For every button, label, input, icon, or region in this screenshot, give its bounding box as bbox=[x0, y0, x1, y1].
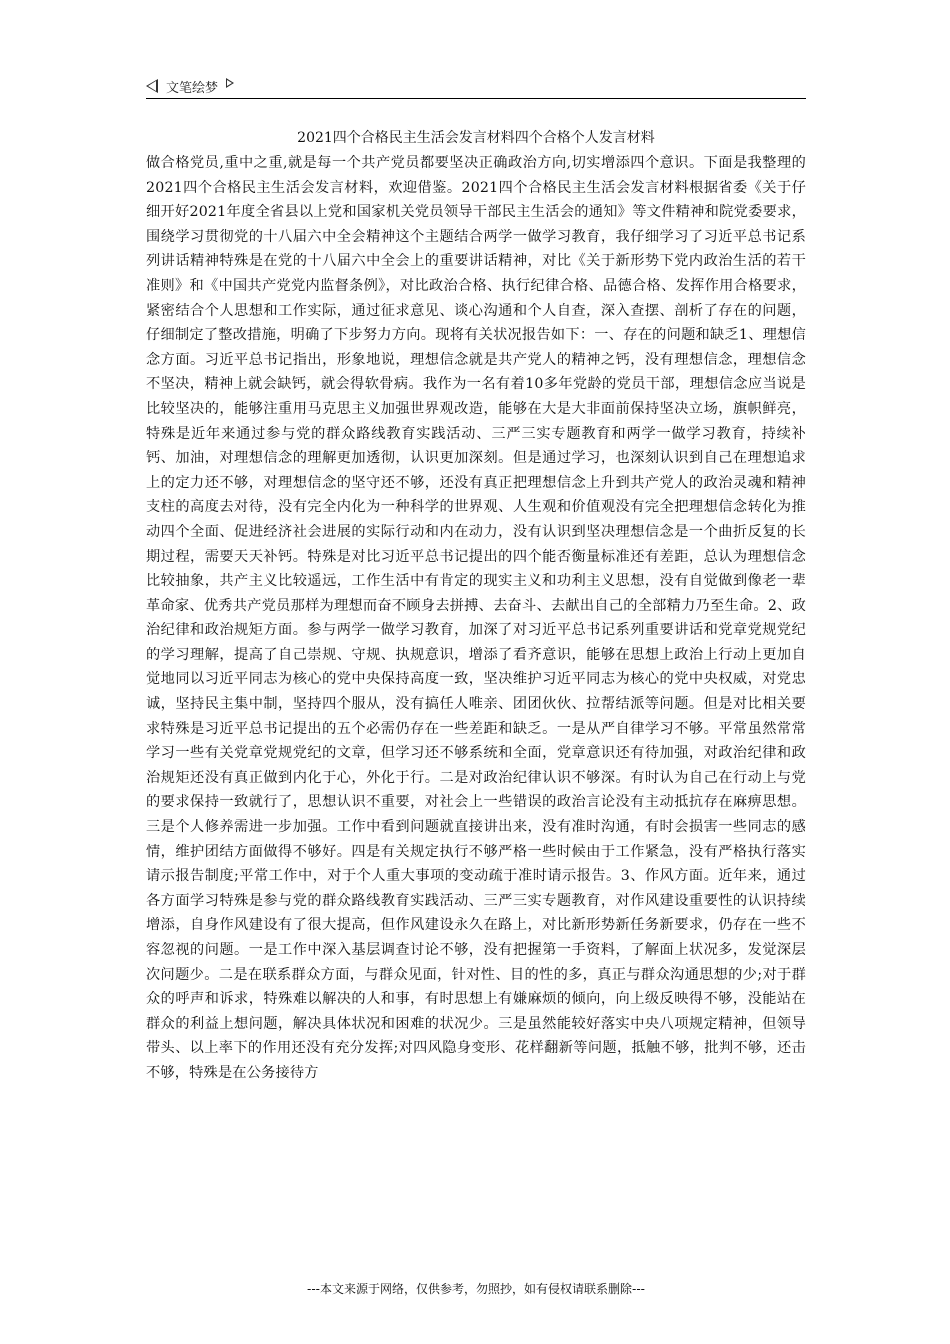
document-body: 做合格党员,重中之重,就是每一个共产党员都要坚决正确政治方向,切实增添四个意识。下面是我整理的2021四个合格民主生活会发言材料，欢迎借鉴。2021四个合格民主生活会发言材料根据省委《关于仔细开好2021年度全省县以上党和国家机关党员领导干部民主生活会的通知》等文件精神和院党委要求，围绕学习贯彻党的十八届六中全会精神这个主题结合两学一做学习教育，我仔细学习了习近平总书记系列讲话精神特殊是在党的十八届六中全会上的重要讲话精神，对比《关于新形势下党内政治生活的若干准则》和《中国共产党党内监督条例》，对比政治合格、执行纪律合格、品德合格、发挥作用合格要求，紧密结合个人思想和工作实际，通过征求意见、谈心沟通和个人自查，深入查摆、剖析了存在的问题，仔细制定了整改措施，明确了下步努力方向。现将有关状况报告如下：一、存在的问题和缺乏1、理想信念方面。习近平总书记指出，形象地说，理想信念就是共产党人的精神之钙，没有理想信念，理想信念不坚决，精神上就会缺钙，就会得软骨病。我作为一名有着10多年党龄的党员干部，理想信念应当说是比较坚决的，能够注重用马克思主义加强世界观改造，能够在大是大非面前保持坚决立场，旗帜鲜亮，特殊是近年来通过参与党的群众路线教育实践活动、三严三实专题教育和两学一做学习教育，持续补钙、加油，对理想信念的理解更加透彻，认识更加深刻。但是通过学习，也深刻认识到自己在理想追求上的定力还不够，对理想信念的坚守还不够，还没有真正把理想信念上升到共产党人的政治灵魂和精神支柱的高度去对待，没有完全内化为一种科学的世界观、人生观和价值观没有完全把理想信念转化为推动四个全面、促进经济社会进展的实际行动和内在动力，没有认识到坚决理想信念是一个曲折反复的长期过程，需要天天补钙。特殊是对比习近平总书记提出的四个能否衡量标准还有差距，总认为理想信念比较抽象，共产主义比较遥远，工作生活中有肯定的现实主义和功利主义思想，没有自觉做到像老一辈革命家、优秀共产党员那样为理想而奋不顾身去拼搏、去奋斗、去献出自己的全部精力乃至生命。2、政治纪律和政治规矩方面。参与两学一做学习教育，加深了对习近平总书记系列重要讲话和党章党规党纪的学习理解，提高了自己崇规、守规、执规意识，增添了看齐意识，能够在思想上政治上行动上更加自觉地同以习近平同志为核心的党中央保持高度一致，坚决维护习近平同志为核心的党中央权威，对党忠诚，坚持民主集中制，坚持四个服从，没有搞任人唯亲、团团伙伙、拉帮结派等问题。但是对比相关要求特殊是习近平总书记提出的五个必需仍存在一些差距和缺乏。一是从严自律学习不够。平常虽然常常学习一些有关党章党规党纪的文章，但学习还不够系统和全面，党章意识还有待加强，对政治纪律和政治规矩还没有真正做到内化于心，外化于行。二是对政治纪律认识不够深。有时认为自己在行动上与党的要求保持一致就行了，思想认识不重要，对社会上一些错误的政治言论没有主动抵抗存在麻痹思想。三是个人修养需进一步加强。工作中看到问题就直接讲出来，没有准时沟通，有时会损害一些同志的感情，维护团结方面做得不够好。四是有关规定执行不够严格一些时候由于工作紧急，没有严格执行落实请示报告制度;平常工作中，对于个人重大事项的变动疏于准时请示报告。3、作风方面。近年来，通过各方面学习特殊是参与党的群众路线教育实践活动、三严三实专题教育，对作风建设重要性的认识持续增添，自身作风建设有了很大提高，但作风建设永久在路上，对比新形势新任务新要求，仍存在一些不容忽视的问题。一是工作中深入基层调查讨论不够，没有把握第一手资料，了解面上状况多，发觉深层次问题少。二是在联系群众方面，与群众见面，针对性、目的性的多，真正与群众沟通思想的少;对于群众的呼声和诉求，特殊难以解决的人和事，有时思想上有嫌麻烦的倾向，向上级反映得不够，没能站在群众的利益上想问题，解决具体状况和困难的状况少。三是虽然能较好落实中央八项规定精神，但领导带头、以上率下的作用还没有充分发挥;对四风隐身变形、花样翻新等问题，抵触不够，批判不够，还击不够，特殊是在公务接待方 bbox=[146, 155, 806, 1081]
page-header bbox=[146, 74, 806, 98]
triangle-right-icon bbox=[226, 78, 234, 88]
brand-name: 文笔绘梦 bbox=[166, 80, 219, 96]
header-divider bbox=[146, 98, 806, 99]
footer-disclaimer: ---本文来源于网络，仅供参考，勿照抄，如有侵权请联系删除--- bbox=[307, 1282, 645, 1296]
document-title: 2021四个合格民主生活会发言材料四个合格个人发言材料 bbox=[297, 130, 655, 146]
triangle-left-icon bbox=[146, 79, 158, 93]
